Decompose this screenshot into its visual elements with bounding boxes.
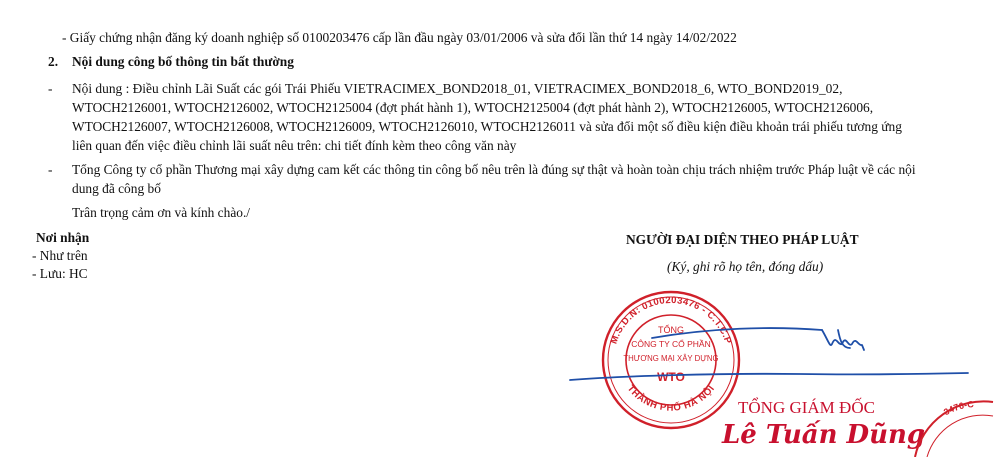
closing-greeting: Trân trọng cảm ơn và kính chào./ [72,205,251,220]
svg-text:3476-C: 3476-C [941,400,975,418]
signatory-name: Lê Tuấn Dũng [722,420,926,450]
svg-text:M.S.D.N: 0100203476 - C.T.C.P: M.S.D.N: 0100203476 - C.T.C.P [608,294,734,346]
svg-text:THƯƠNG MẠI XÂY DỰNG: THƯƠNG MẠI XÂY DỰNG [623,354,719,363]
svg-text:TỔNG: TỔNG [658,325,684,335]
signatory-position: TỔNG GIÁM ĐỐC [738,398,875,417]
commitment-paragraph [72,160,952,198]
paragraph-line: Nội dung : Điều chỉnh Lãi Suất các gói Trái Phiếu VIETRACIMEX_BOND2018_01, VIETRACIMEX_BOND2018_6, WTO_BOND2019_02, [72,81,843,96]
bullet-dash: - [48,162,53,177]
svg-text:THÀNH PHỐ HÀ NỘI: THÀNH PHỐ HÀ NỘI [624,383,718,414]
section-number: 2. [48,54,59,69]
content-paragraph [72,79,952,155]
recipients-title: Nơi nhận [36,230,90,245]
section-title: Nội dung công bố thông tin bất thường [72,54,294,69]
partial-seal [905,400,995,457]
signatory-note: (Ký, ghi rõ họ tên, đóng dấu) [667,259,824,274]
paragraph-line: WTOCH2126007, WTOCH2126008, WTOCH2126009, WTOCH2126010, WTOCH2126011 và sửa đổi một số điều kiện điều khoản trái phiếu tương ứng [72,119,902,134]
recipient-item: - Lưu: HC [32,266,88,281]
business-registration-line: - Giấy chứng nhận đăng ký doanh nghiệp số 0100203476 cấp lần đầu ngày 03/01/2006 và sửa đổi lần thứ 14 ngày 14/02/2022 [62,30,737,45]
recipient-item: - Như trên [32,248,88,263]
paragraph-line: dung đã công bố [72,181,161,196]
bullet-dash: - [48,81,53,96]
signature-strokes [560,318,980,398]
svg-text:CÔNG TY CỔ PHẦN: CÔNG TY CỔ PHẦN [631,339,711,349]
paragraph-line: liên quan đến việc điều chỉnh lãi suất nêu trên: chi tiết đính kèm theo công văn này [72,138,517,153]
paragraph-line: WTOCH2126001, WTOCH2126002, WTOCH2125004 (đợt phát hành 1), WTOCH2125004 (đợt phát hành 2), WTOCH2126005, WTOCH2126006, [72,100,874,115]
paragraph-line: Tổng Công ty cổ phần Thương mại xây dựng cam kết các thông tin công bố nêu trên là đúng sự thật và hoàn toàn chịu trách nhiệm trước Pháp luật về các nội [72,162,916,177]
svg-text:WTO: WTO [657,370,685,384]
signatory-title: NGƯỜI ĐẠI DIỆN THEO PHÁP LUẬT [626,232,859,247]
